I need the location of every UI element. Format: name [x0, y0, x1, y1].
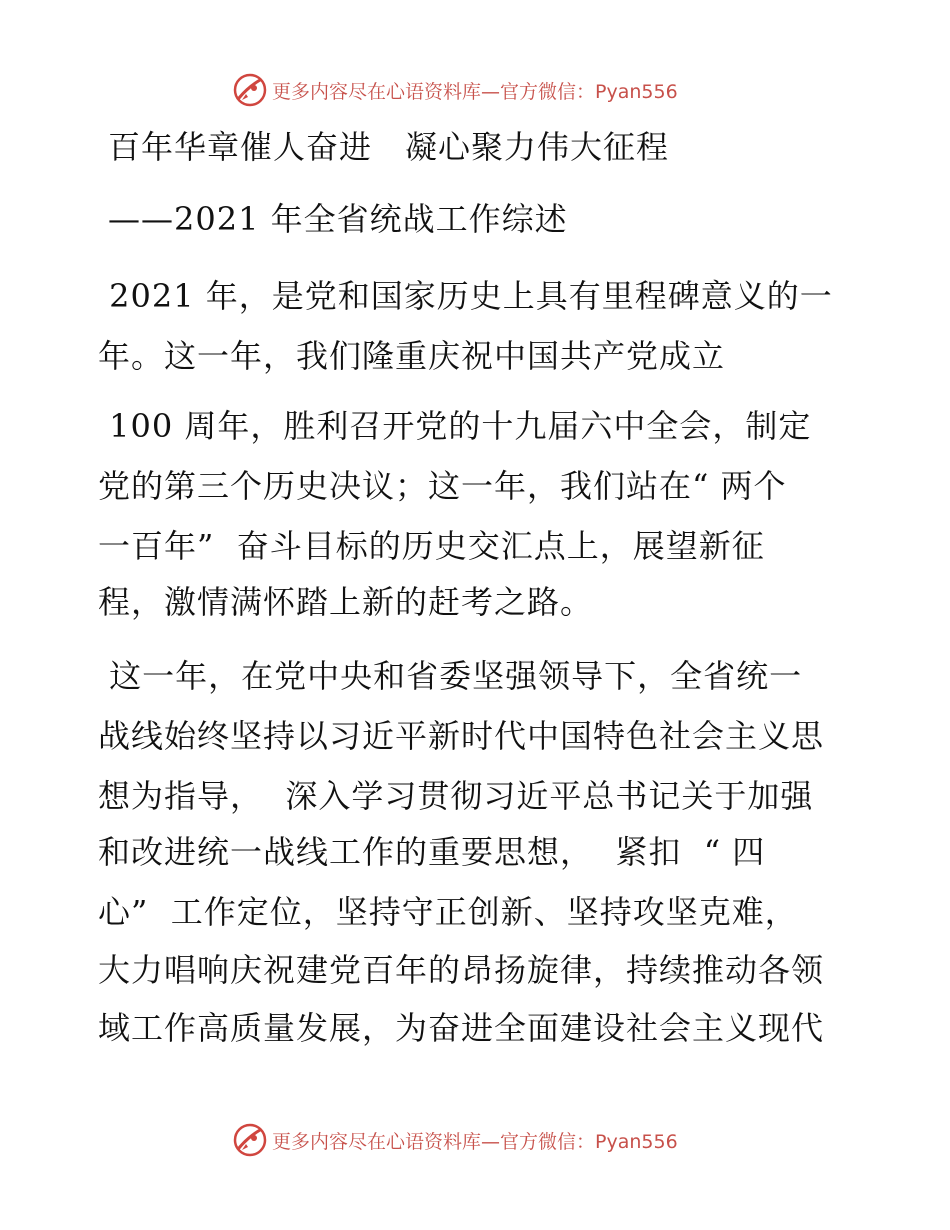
footer-watermark-text: 更多内容尽在心语资料库—官方微信：Pyan556: [272, 1130, 678, 1153]
paragraph-line: 心” 工作定位，坚持守正创新、坚持攻坚克难，: [98, 893, 798, 931]
paragraph-line: 大力唱响庆祝建党百年的昂扬旋律，持续推动各领: [98, 951, 825, 989]
pen-logo-icon: [232, 72, 268, 108]
paragraph-line: 2021 年，是党和国家历史上具有里程碑意义的一: [98, 277, 833, 315]
document-title: 百年华章催人奋进 凝心聚力伟大征程: [108, 128, 670, 166]
paragraph-line: 这一年，在党中央和省委坚强领导下，全省统一: [98, 657, 803, 695]
paragraph-line: 一百年” 奋斗目标的历史交汇点上，展望新征: [98, 527, 765, 565]
paragraph-line: 100 周年，胜利召开党的十九届六中全会，制定: [98, 407, 812, 445]
paragraph-line: 域工作高质量发展，为奋进全面建设社会主义现代: [98, 1009, 825, 1047]
paragraph-line: 想为指导， 深入学习贯彻习近平总书记关于加强: [98, 777, 814, 815]
paragraph-line: 战线始终坚持以习近平新时代中国特色社会主义思: [98, 717, 825, 755]
footer-watermark-banner: [232, 1120, 678, 1160]
paragraph-line: 年。这一年，我们隆重庆祝中国共产党成立: [98, 337, 726, 375]
header-watermark-text: 更多内容尽在心语资料库—官方微信：Pyan556: [272, 80, 678, 103]
paragraph-line: 党的第三个历史决议；这一年，我们站在“ 两个: [98, 467, 787, 505]
paragraph-line: 和改进统一战线工作的重要思想， 紧扣 “ 四: [98, 833, 766, 871]
paragraph-line: 程，激情满怀踏上新的赶考之路。: [98, 583, 594, 621]
header-watermark-banner: [232, 70, 678, 110]
document-subtitle: ——2021 年全省统战工作综述: [108, 200, 568, 238]
pen-logo-icon: [232, 1122, 268, 1158]
